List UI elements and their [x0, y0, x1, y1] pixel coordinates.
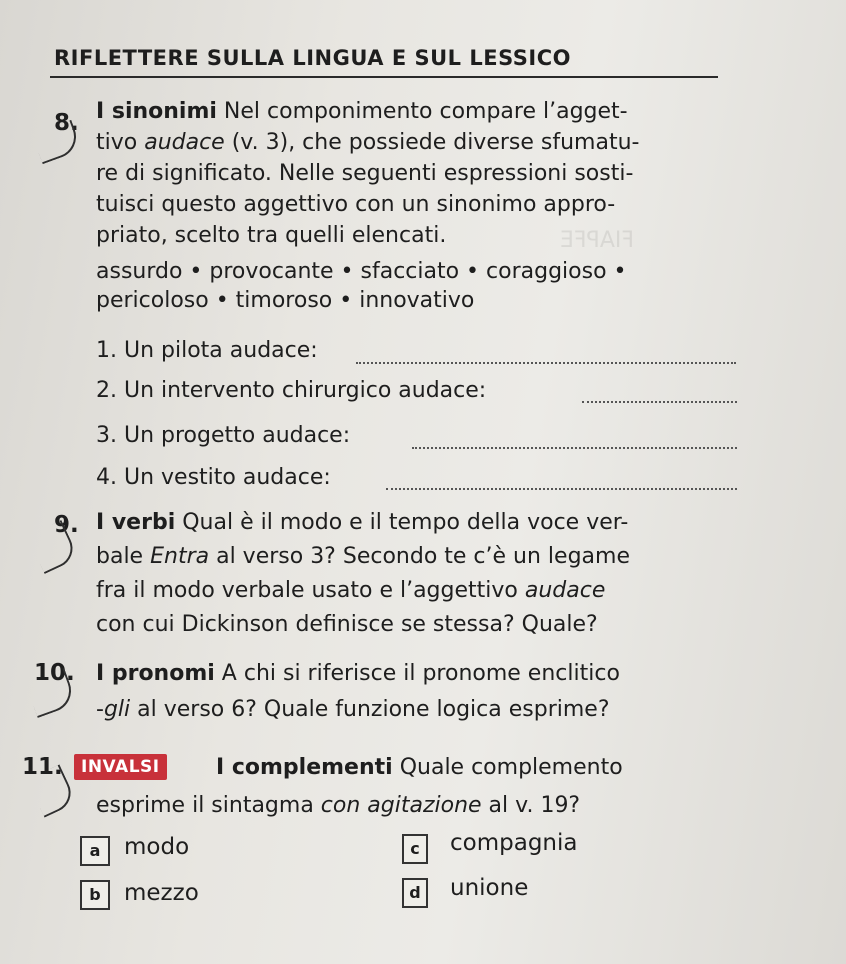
- q8-line-4: tuisci questo aggettivo con un sinonimo appro-: [96, 192, 616, 217]
- exercise-item-3: 3. Un progetto audace:: [96, 423, 351, 448]
- q9-line-4: con cui Dickinson definisce se stessa? Quale?: [96, 612, 598, 637]
- show-through-text: ƎꟻꟼAIꟻ: [560, 228, 635, 253]
- question-8-number: 8.: [54, 110, 79, 136]
- q10-line-2: -gli al verso 6? Quale funzione logica esprime?: [96, 697, 610, 722]
- question-11-number: 11.: [22, 754, 63, 780]
- question-10-number: 10.: [34, 660, 75, 686]
- q8-line-1: I sinonimi Nel componimento compare l’agget-: [96, 99, 628, 124]
- section-title: RIFLETTERE SULLA LINGUA E SUL LESSICO: [54, 46, 571, 70]
- option-a-box[interactable]: a: [80, 836, 110, 866]
- answer-blank-1[interactable]: [356, 362, 736, 364]
- title-divider: [50, 76, 718, 78]
- q11-line-2: esprime il sintagma con agitazione al v. 19?: [96, 793, 581, 818]
- synonym-list-row-2: pericoloso • timoroso • innovativo: [96, 288, 475, 313]
- q9-line-2: bale Entra al verso 3? Secondo te c’è un legame: [96, 544, 630, 569]
- q8-line-2: tivo audace (v. 3), che possiede diverse sfumatu-: [96, 130, 640, 155]
- option-b-label: mezzo: [124, 880, 199, 906]
- option-b-box[interactable]: b: [80, 880, 110, 910]
- option-c-box[interactable]: c: [402, 834, 428, 864]
- exercise-item-1: 1. Un pilota audace:: [96, 338, 318, 363]
- answer-blank-4[interactable]: [386, 488, 737, 490]
- question-9-text: [96, 506, 756, 642]
- q10-line-1: I pronomi A chi si riferisce il pronome enclitico: [96, 661, 620, 686]
- q11-line-1: I complementi Quale complemento: [216, 755, 623, 780]
- exercise-item-2: 2. Un intervento chirurgico audace:: [96, 378, 487, 403]
- question-9-number: 9.: [54, 512, 79, 538]
- answer-blank-3[interactable]: [412, 447, 737, 449]
- option-d-label: unione: [450, 875, 529, 901]
- exercise-item-4: 4. Un vestito audace:: [96, 465, 331, 490]
- option-d-box[interactable]: d: [402, 878, 428, 908]
- question-11-text: [96, 749, 776, 825]
- q8-line-3: re di significato. Nelle seguenti espressioni sosti-: [96, 161, 634, 186]
- question-10-text: [96, 656, 776, 728]
- synonym-list-row-1: assurdo • provocante • sfacciato • coraggioso •: [96, 259, 627, 284]
- q9-line-1: I verbi Qual è il modo e il tempo della voce ver-: [96, 510, 629, 535]
- question-8-text: [96, 96, 736, 251]
- invalsi-badge: INVALSI: [74, 754, 167, 780]
- option-a-label: modo: [124, 834, 190, 860]
- option-c-label: compagnia: [450, 830, 578, 856]
- q8-line-5: priato, scelto tra quelli elencati.: [96, 223, 447, 248]
- q9-line-3: fra il modo verbale usato e l’aggettivo audace: [96, 578, 606, 603]
- answer-blank-2[interactable]: [582, 401, 737, 403]
